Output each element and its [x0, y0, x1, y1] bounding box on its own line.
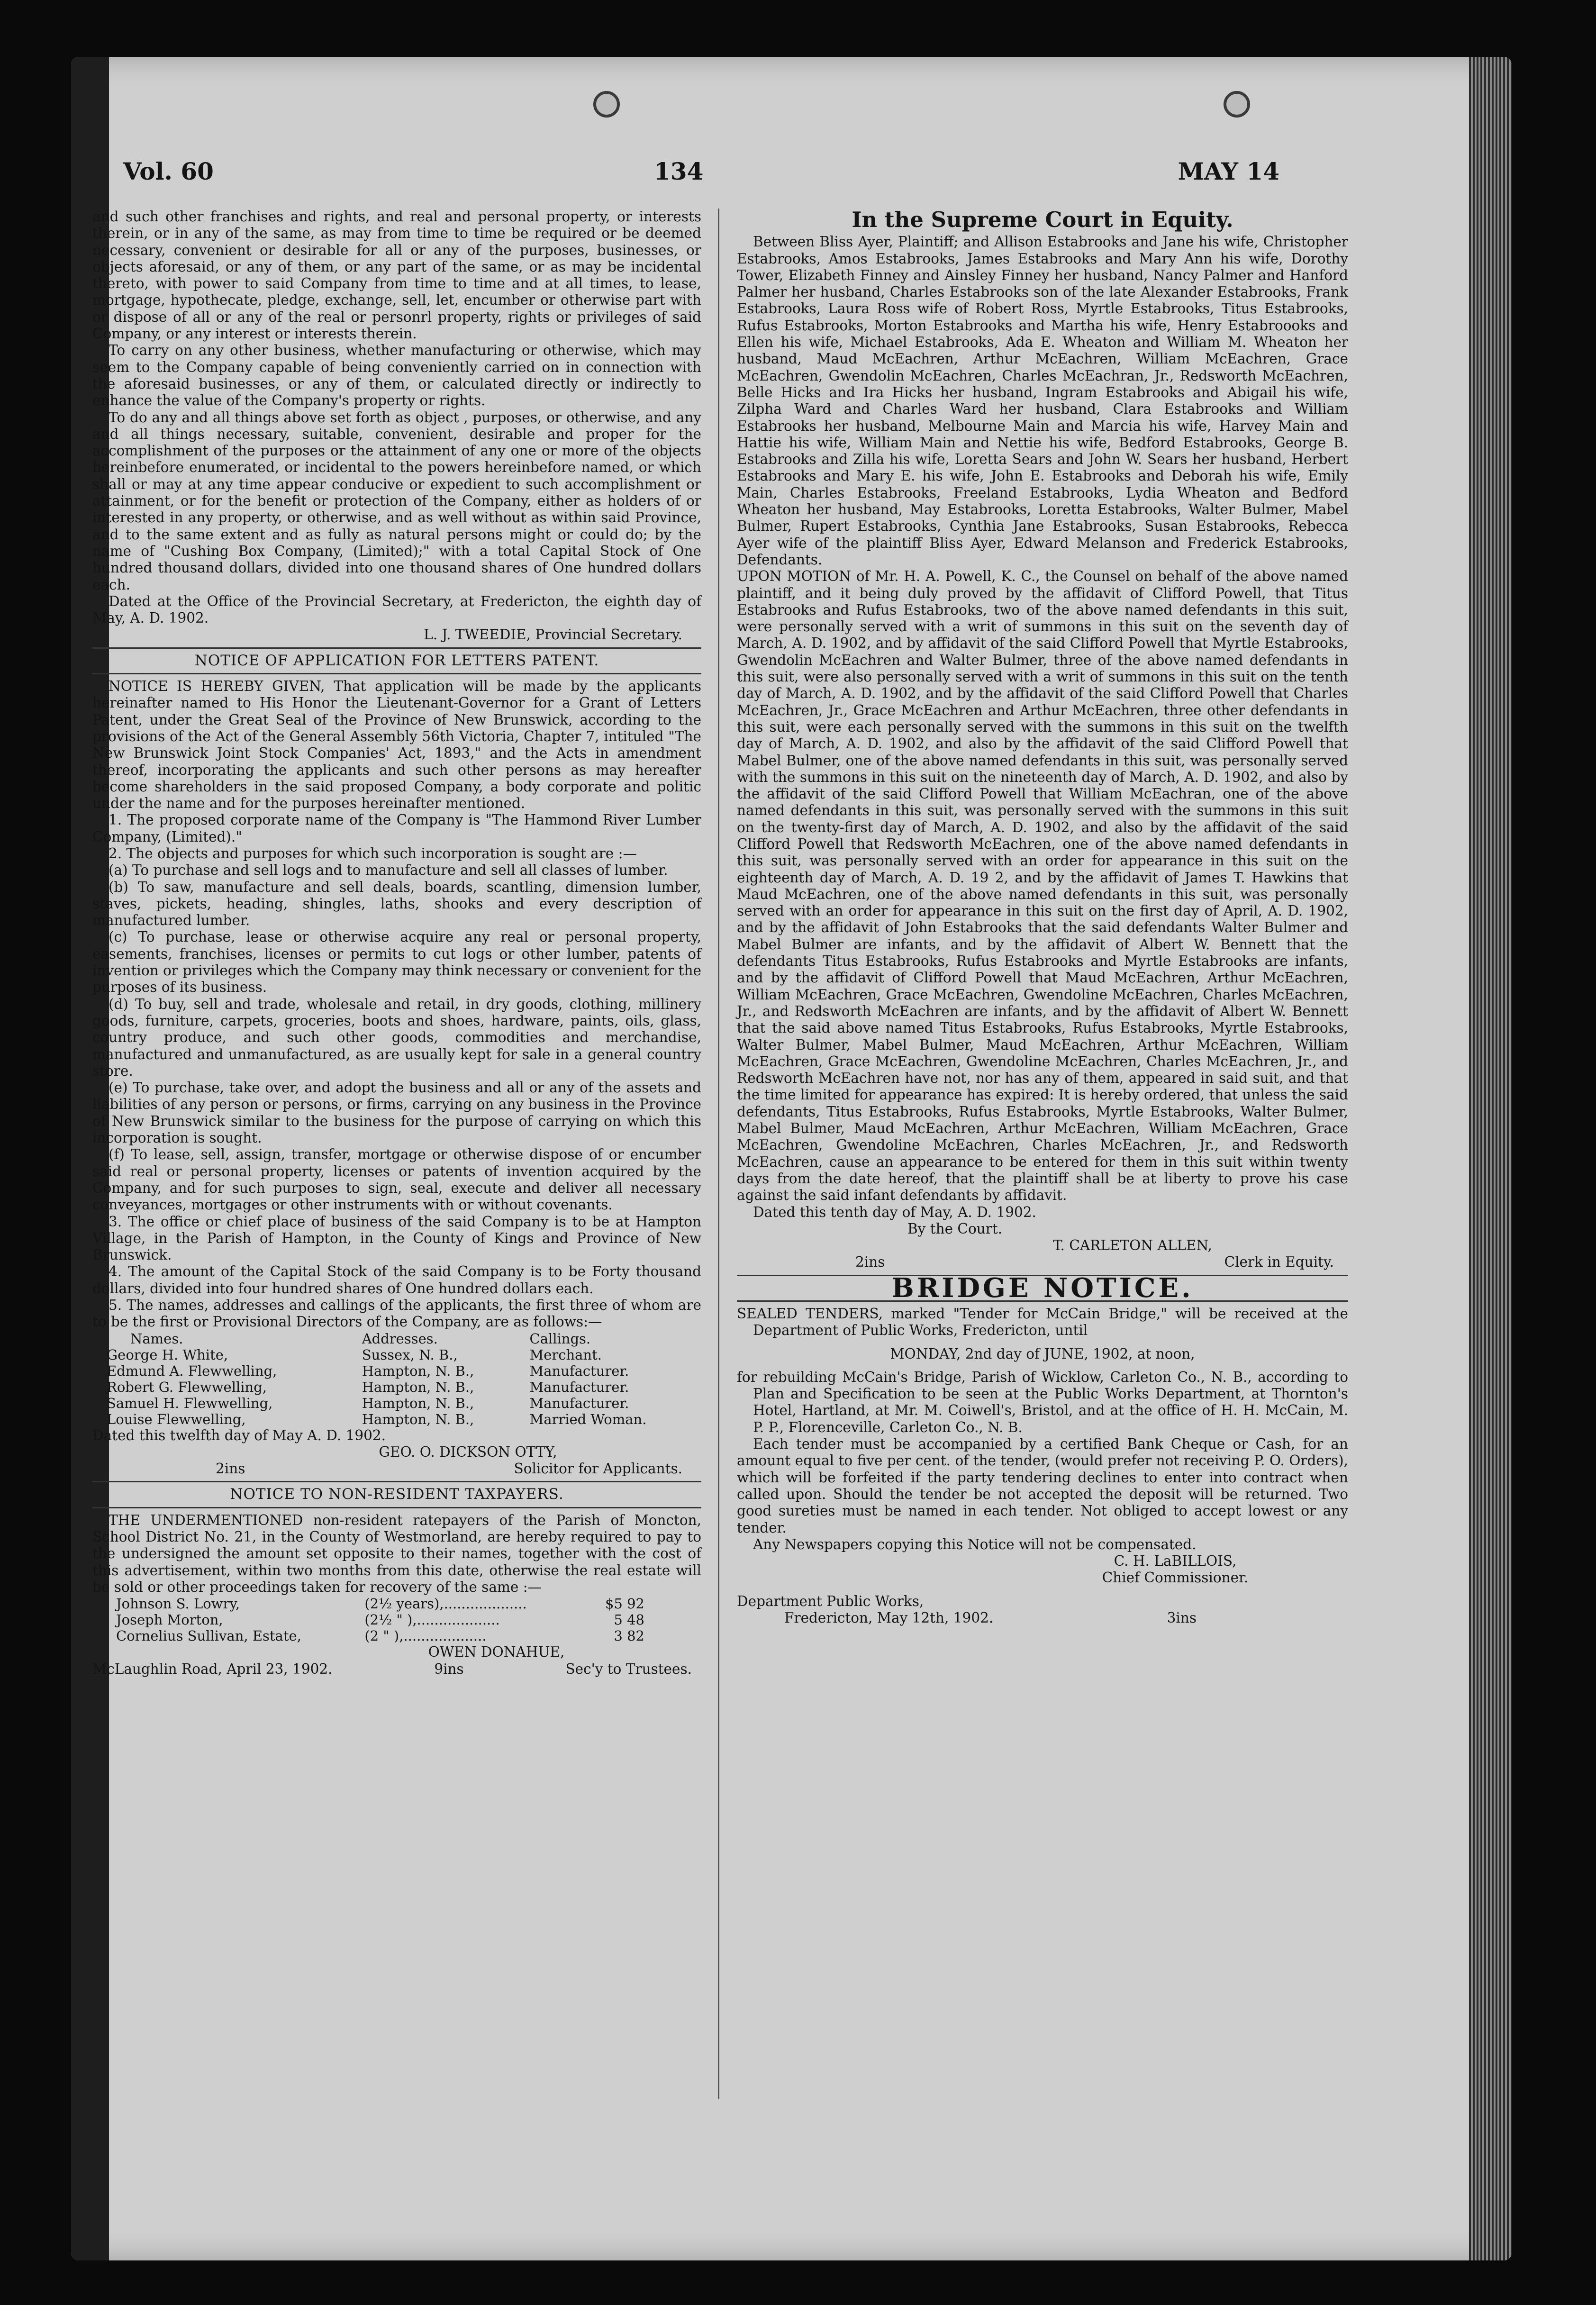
section-rule	[92, 1507, 701, 1508]
taxpayer-years: (2½ years),...................	[364, 1596, 527, 1612]
taxpayer-row	[92, 1596, 701, 1612]
taxpayer-name: Joseph Morton,	[116, 1612, 223, 1628]
patent-dated: Dated this twelfth day of May A. D. 1902.	[92, 1427, 386, 1443]
court-heading: In the Supreme Court in Equity.	[852, 207, 1233, 232]
right-column	[737, 209, 1348, 1626]
applicant-calling: Married Woman.	[529, 1411, 647, 1427]
applicant-calling: Manufacturer.	[529, 1379, 629, 1395]
taxpayer-amount: $5 92	[605, 1596, 644, 1612]
patent-item-5: 5. The names, addresses and callings of the applicants, the first three of whom are to be the first or Provisional Directors of the Company, are as follows:—	[92, 1297, 701, 1330]
patent-subitem-a: (a) To purchase and sell logs and to manufacture and sell all classes of lumber.	[109, 862, 668, 879]
section-rule	[92, 1481, 701, 1482]
patent-subitem-e: (e) To purchase, take over, and adopt the business and all or any of the assets and liabilities of any person or persons, or firms, carrying on any business in the Province of New Brunswick similar to the business for the purpose of carrying on which this incorporation is sought.	[92, 1080, 701, 1146]
binding-hole-left	[593, 91, 620, 118]
bridge-deadline: MONDAY, 2nd day of JUNE, 1902, at noon,	[890, 1345, 1195, 1362]
taxpayer-name: Johnson S. Lowry,	[116, 1596, 240, 1612]
patent-item-1: 1. The proposed corporate name of the Company is "The Hammond River Lumber Company, (Limited)."	[92, 812, 701, 845]
bridge-signer: C. H. LaBILLOIS,	[1114, 1553, 1237, 1570]
taxpayers-signer-title: Sec'y to Trustees.	[565, 1661, 692, 1677]
applicant-row	[92, 1411, 701, 1427]
continuation-paragraph: To carry on any other business, whether manufacturing or otherwise, which may seem to the Company capable of being conveniently carried on in connection with the aforesaid businesses, or any of them, or calculated directly or indirectly to enhance the value of the Company's property or rights.	[92, 342, 701, 409]
applicant-calling: Manufacturer.	[529, 1395, 629, 1411]
section-rule	[92, 647, 701, 649]
applicant-row	[92, 1395, 701, 1411]
bridge-insertions: 3ins	[1167, 1610, 1197, 1626]
patent-subitem-c: (c) To purchase, lease or otherwise acquire any real or personal property, easements, franchises, licenses or permits to cut logs or other lumber, patents of invention or privileges which the Company may think necessary or convenient for the purposes of its business.	[92, 929, 701, 996]
applicants-col-name: Names.	[130, 1330, 183, 1347]
page-number: 134	[654, 157, 704, 185]
applicant-row	[92, 1347, 701, 1363]
court-signer: T. CARLETON ALLEN,	[1053, 1237, 1212, 1254]
applicants-header-row	[92, 1331, 701, 1347]
volume-label: Vol. 60	[123, 157, 214, 185]
applicant-calling: Merchant.	[529, 1346, 602, 1363]
section-rule	[92, 673, 701, 674]
taxpayer-amount: 3 82	[614, 1628, 644, 1644]
bridge-place-line	[737, 1610, 1348, 1626]
court-insertions: 2ins	[855, 1254, 885, 1270]
taxpayers-insertions: 9ins	[434, 1661, 464, 1677]
patent-signer: GEO. O. DICKSON OTTY,	[379, 1443, 557, 1460]
applicants-table	[92, 1331, 701, 1427]
bridge-newspapers: Any Newspapers copying this Notice will not be compensated.	[753, 1536, 1197, 1552]
patent-insertions: 2ins	[216, 1461, 245, 1477]
bridge-intro: SEALED TENDERS, marked "Tender for McCain Bridge," will be received at the Department of Public Works, Fredericton, until	[737, 1306, 1348, 1339]
applicants-col-calling: Callings.	[529, 1330, 591, 1347]
page-edges	[1469, 57, 1512, 2260]
taxpayer-years: (2 " ),...................	[364, 1628, 487, 1644]
applicant-address: Sussex, N. B.,	[362, 1346, 458, 1363]
taxpayer-years: (2½ " ),...................	[364, 1612, 500, 1628]
applicant-name: Edmund A. Flewwelling,	[107, 1362, 277, 1379]
bridge-place-date: Fredericton, May 12th, 1902.	[784, 1610, 994, 1626]
applicant-name: Robert G. Flewwelling,	[107, 1379, 267, 1395]
patent-signer-line	[92, 1461, 701, 1477]
applicant-address: Hampton, N. B.,	[362, 1379, 474, 1395]
left-column	[92, 209, 701, 1678]
patent-subitem-d: (d) To buy, sell and trade, wholesale and retail, in dry goods, clothing, millinery goods, furniture, carpets, groceries, boots and shoes, hardware, paints, oils, glass, country produce, and such other goods, commodities and merchandise, manufactured and unmanufactured, as are usually kept for sale in a general country store.	[92, 996, 701, 1079]
applicant-row	[92, 1363, 701, 1379]
patent-notice-heading: NOTICE OF APPLICATION FOR LETTERS PATENT.	[194, 652, 599, 669]
continuation-paragraph: and such other franchises and rights, and real and personal property, or interests therein, or in any of the same, as may from time to time be required or be deemed necessary, convenient or desirable for all or any of the purposes, businesses, or objects aforesaid, or any of them, or any part of the same, or as may be incidental thereto, with power to said Company from time to time and at all times, to lease, mortgage, hypothecate, pledge, exchange, sell, let, encumber or otherwise part with or dispose of all or any of the real or personrl property, rights or privileges of said Company, or any interest or interests therein.	[92, 209, 701, 342]
applicant-address: Hampton, N. B.,	[362, 1411, 474, 1427]
patent-subitem-b: (b) To saw, manufacture and sell deals, boards, scantling, dimension lumber, staves, pickets, heading, shingles, laths, shooks and every description of manufactured lumber.	[92, 879, 701, 929]
continuation-signature: L. J. TWEEDIE, Provincial Secretary.	[424, 626, 682, 643]
court-dated: Dated this tenth day of May, A. D. 1902.	[753, 1204, 1036, 1220]
taxpayer-row	[92, 1612, 701, 1628]
court-signer-line	[737, 1254, 1348, 1270]
applicant-address: Hampton, N. B.,	[362, 1362, 474, 1379]
taxpayers-body: THE UNDERMENTIONED non-resident ratepayers of the Parish of Moncton, School District No. 21, in the County of Westmorland, are hereby required to pay to the undersigned the amount set opposite to their names, together with the cost of this advertisement, within two months from this date, otherwise the real estate will be sold or other proceedings taken for recovery of the same :—	[92, 1512, 701, 1595]
bridge-notice-heading: BRIDGE NOTICE.	[891, 1272, 1194, 1304]
applicant-name: Samuel H. Flewwelling,	[107, 1395, 273, 1411]
applicants-col-address: Addresses.	[362, 1330, 438, 1347]
applicant-calling: Manufacturer.	[529, 1362, 629, 1379]
taxpayer-row	[92, 1628, 701, 1644]
taxpayers-signer: OWEN DONAHUE,	[428, 1644, 565, 1661]
court-order-body: UPON MOTION of Mr. H. A. Powell, K. C., the Counsel on behalf of the above named plaintiff, and it being duly proved by the affidavit of Clifford Powell, that Titus Estabrooks and Rufus Estabrooks, two of the above named defendants in this suit, were personally served with a writ of summons in this suit on the seventh day of March, A. D. 1902, and by affidavit of the said Clifford Powell that Myrtle Estabrooks, Gwendolin McEachren and Walter Bulmer, three of the above named defendants in this suit, were also personally served with a writ of summons in this suit on the tenth day of March, A. D. 1902, and by the affidavit of the said Clifford Powell that Charles McEachren, Jr., Grace McEachren and Arthur McEachren, three other defendants in this suit, were each personally served with the summons in this suit on the twelfth day of March, A. D. 1902, and also by the affidavit of the said Clifford Powell that Mabel Bulmer, one of the above named defendants in this suit, was personally served with the summons in this suit on the nineteenth day of March, A. D. 1902, and also by the affidavit of the said Clifford Powell that William McEachran, one of the above named defendants in this suit, was personally served with the summons in this suit on the twenty-first day of March, A. D. 1902, and also by the affidavit of the said Clifford Powell that Redsworth McEachren, one of the above named defendants in this suit, was personally served with an order for appearance in this suit on the eighteenth day of March, A. D. 19 2, and by the affidavit of James T. Hawkins that Maud McEachren, one of the above named defendants in this suit, was personally served with an order for appearance in this suit on the first day of April, A. D. 1902, and by the affidavit of John Estabrooks that the said defendants Walter Bulmer and Mabel Bulmer are infants, and by the affidavit of Albert W. Bennett that the defendants Titus Estabrooks, Rufus Estabrooks and Myrtle Estabrooks are infants, and by the affidavit of Clifford Powell that Maud McEachren, Arthur McEachren, William McEachren, Grace McEachren, Gwendoline McEachren, Charles McEachren, Jr., and Redsworth McEachren are infants, and by the affidavit of Albert W. Bennett that the said above named Titus Estabrooks, Rufus Estabrooks, Myrtle Estabrooks, Walter Bulmer, Mabel Bulmer, Maud McEachren, Arthur McEachren, William McEachren, Grace McEachren, Gwendoline McEachren, Charles McEachren, Jr., and Redsworth McEachren have not, nor has any of them, appeared in said suit, and that the time limited for appearance has expired: It is hereby ordered, that unless the said defendants, Titus Estabrooks, Rufus Estabrooks, Myrtle Estabrooks, Walter Bulmer, Mabel Bulmer, Maud McEachren, Arthur McEachren, William McEachren, Grace McEachren, Gwendoline McEachren, Charles McEachren, Jr., and Redsworth McEachren, cause an appearance to be entered for them in this suit within twenty days from the date hereof, that the plaintiff shall be at liberty to prove his case against the said infant defendants by affidavit.	[737, 568, 1348, 1204]
court-parties: Between Bliss Ayer, Plaintiff; and Allison Estabrooks and Jane his wife, Christopher Estabrooks, Amos Estabrooks, James Estabrooks and Mary Ann his wife, Dorothy Tower, Elizabeth Finney and Ainsley Finney her husband, Nancy Palmer and Hanford Palmer her husband, Charles Estabrooks son of the late Alexander Estabrooks, Frank Estabrooks, Laura Ross wife of Robert Ross, Myrtle Estabrooks, Titus Estabrooks, Rufus Estabrooks, Morton Estabrooks and Martha his wife, Henry Estabroooks and Ellen his wife, Michael Estabrooks, Ada E. Wheaton and William M. Wheaton her husband, Maud McEachren, Arthur McEachren, William McEachren, Grace McEachren, Gwendolin McEachren, Charles McEachran, Jr., Redsworth McEachren, Belle Hicks and Ira Hicks her husband, Ingram Estabrooks and Abigail his wife, Zilpha Ward and Charles Ward her husband, Clara Estabrooks and William Estabrooks her husband, Melbourne Main and Marcia his wife, Harvey Main and Hattie his wife, William Main and Nettie his wife, Bedford Estabrooks, George B. Estabrooks and Zilla his wife, Loretta Sears and John W. Sears her husband, Herbert Estabrooks and Mary E. his wife, John E. Estabrooks and Deborah his wife, Emily Main, Charles Estabrooks, Freeland Estabrooks, Lydia Wheaton and Bedford Wheaton her husband, May Estabrooks, Loretta Estabrooks, Walter Bulmer, Mabel Bulmer, Rupert Estabrooks, Cynthia Jane Estabrooks, Susan Estabrooks, Rebecca Ayer wife of the plaintiff Bliss Ayer, Edward Melanson and Frederick Estabrooks, Defendants.	[737, 234, 1348, 568]
court-by-the-court: By the Court.	[907, 1220, 1003, 1237]
issue-date: MAY 14	[1178, 157, 1279, 185]
applicant-name: George H. White,	[107, 1346, 228, 1363]
page-header	[123, 157, 1279, 200]
applicant-address: Hampton, N. B.,	[362, 1395, 474, 1411]
taxpayers-notice-heading: NOTICE TO NON-RESIDENT TAXPAYERS.	[230, 1486, 564, 1503]
bridge-conditions: Each tender must be accompanied by a certified Bank Cheque or Cash, for an amount equal to five per cent. of the tender, (would prefer not receiving P. O. Orders), which will be forfeited if the party tendering declines to enter into contract when called upon. Should the tender be not accepted the deposit will be returned. Two good sureties must be named in each tender. Not obliged to accept lowest or any tender.	[737, 1436, 1348, 1536]
taxpayers-signer-line	[92, 1661, 701, 1678]
patent-item-3: 3. The office or chief place of business of the said Company is to be at Hampton Village, in the Parish of Hampton, in the County of Kings and Province of New Brunswick.	[92, 1213, 701, 1263]
taxpayers-table	[92, 1596, 701, 1644]
patent-subitem-f: (f) To lease, sell, assign, transfer, mortgage or otherwise dispose of or encumber said real or personal property, licenses or patents of invention acquired by the Company, and for such purposes to sign, seal, execute and deliver all necessary conveyances, mortgages or other instruments with or without covenants.	[92, 1146, 701, 1213]
bridge-signer-title: Chief Commissioner.	[1102, 1570, 1249, 1586]
applicant-row	[92, 1379, 701, 1395]
taxpayer-amount: 5 48	[614, 1612, 644, 1628]
patent-intro: NOTICE IS HEREBY GIVEN, That application will be made by the applicants hereinafter named to His Honor the Lieutenant-Governor for a Grant of Letters Patent, under the Great Seal of the Province of New Brunswick, according to the provisions of the Act of the General Assembly 56th Victoria, Chapter 7, intituled "The New Brunswick Joint Stock Companies' Act, 1893," and the Acts in amendment thereof, incorporating the applicants and such other persons as may hereafter become shareholders in the said proposed Company, a body corporate and politic under the name and for the purposes hereinafter mentioned.	[92, 678, 701, 812]
binding-hole-right	[1224, 91, 1250, 118]
applicant-name: Louise Flewwelling,	[107, 1411, 246, 1427]
taxpayer-name: Cornelius Sullivan, Estate,	[116, 1628, 301, 1644]
continuation-paragraph: To do any and all things above set forth as object , purposes, or otherwise, and any and all things necessary, suitable, convenient, desirable and proper for the accomplishment of the purposes or the attainment of any one or more of the objects hereinbefore enumerated, or incidental to the powers hereinbefore named, or which shall or may at any time appear conducive or expedient to such accomplishment or attainment, or for the benefit or protection of the Company, either as holders of or interested in any property, or otherwise, and as well without as within said Province, and to the same extent and as fully as natural persons might or could do; by the name of "Cushing Box Company, (Limited);" with a total Capital Stock of One hundred thousand dollars, divided into one thousand shares of One hundred dollars each.	[92, 409, 701, 593]
court-signer-title: Clerk in Equity.	[1224, 1254, 1334, 1270]
patent-item-2: 2. The objects and purposes for which such incorporation is sought are :—	[109, 845, 637, 862]
patent-signer-title: Solicitor for Applicants.	[514, 1461, 682, 1477]
bridge-purpose: for rebuilding McCain's Bridge, Parish of Wicklow, Carleton Co., N. B., according to Plan and Specification to be seen at the Public Works Department, at Thornton's Hotel, Hartland, at Mr. M. Coiwell's, Bristol, and at the office of H. H. McCain, M. P. P., Florenceville, Carleton Co., N. B.	[737, 1369, 1348, 1435]
bridge-department: Department Public Works,	[737, 1593, 924, 1609]
continuation-dated: Dated at the Office of the Provincial Secretary, at Fredericton, the eighth day of May, A. D. 1902.	[92, 593, 701, 626]
column-divider	[718, 209, 719, 2099]
patent-item-4: 4. The amount of the Capital Stock of the said Company is to be Forty thousand dollars, divided into four hundred shares of One hundred dollars each.	[92, 1263, 701, 1297]
taxpayers-place-date: McLaughlin Road, April 23, 1902.	[92, 1661, 333, 1677]
